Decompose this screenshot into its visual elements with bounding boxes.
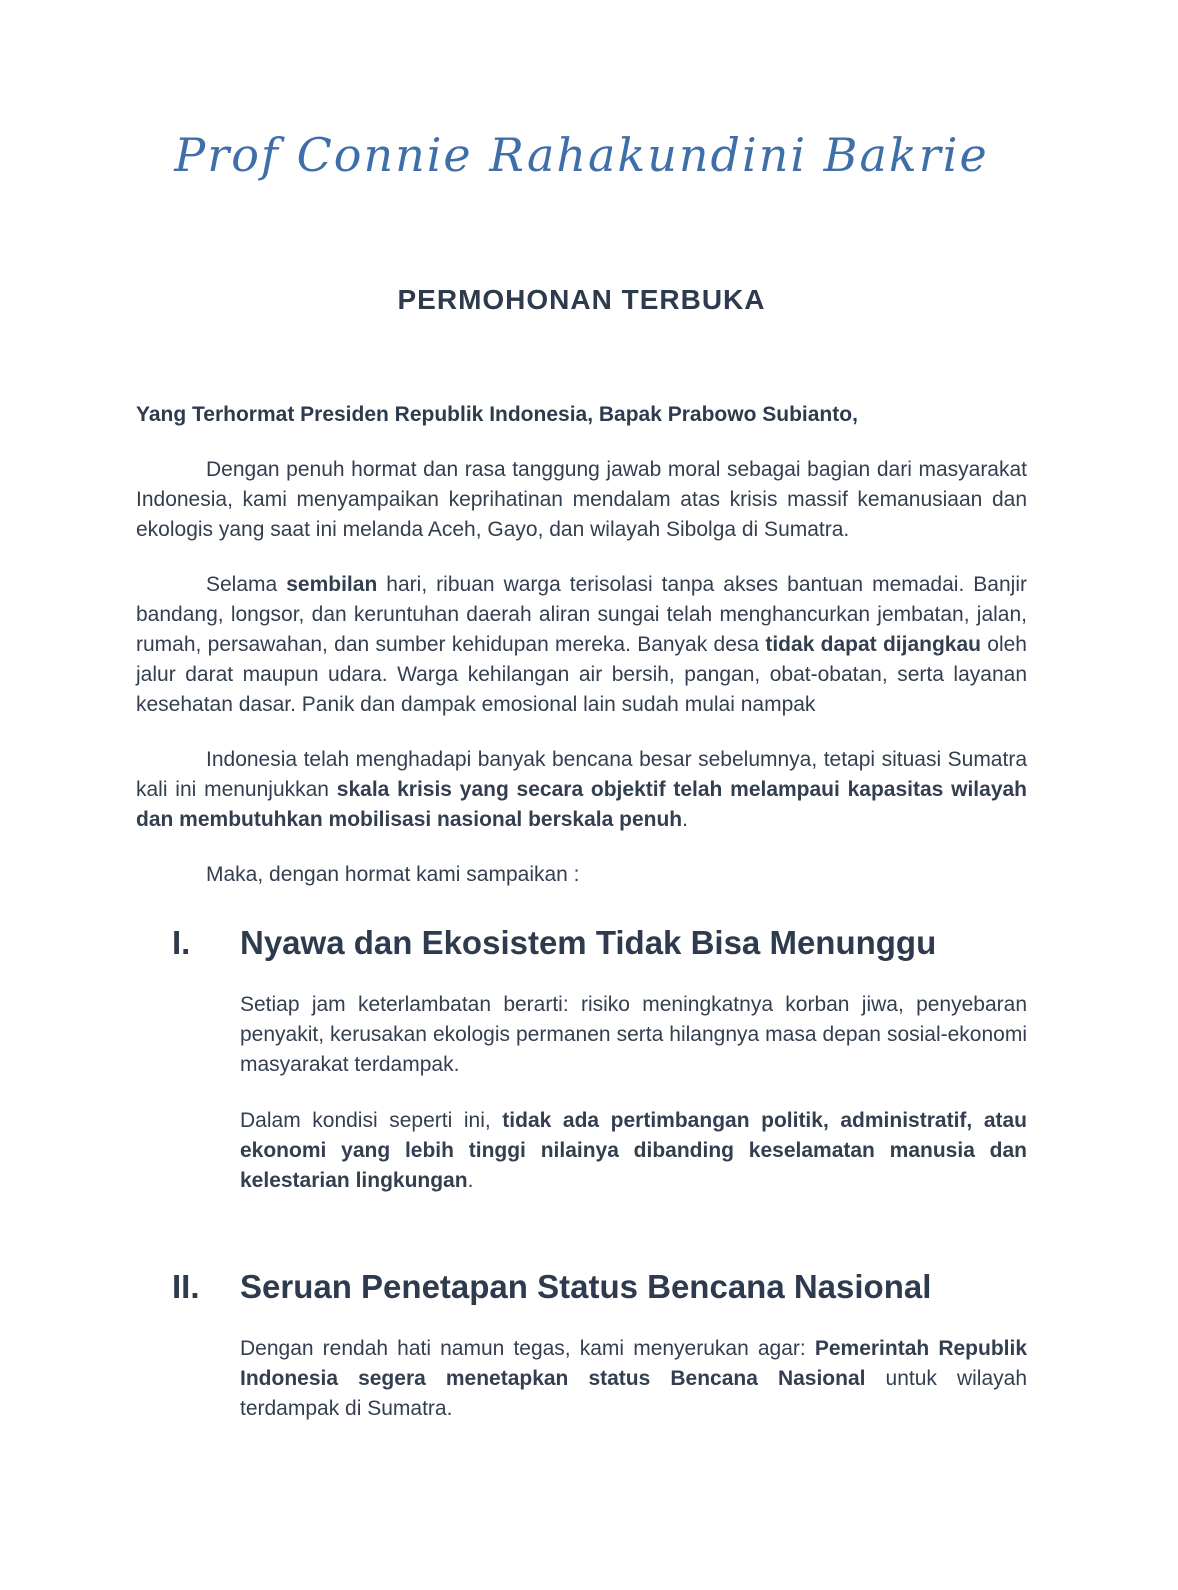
intro-paragraph-1 <box>136 455 1027 545</box>
text-run: sembilan <box>286 573 378 596</box>
section-2 <box>136 1266 1027 1424</box>
section-1-paragraph-1 <box>240 990 1027 1080</box>
section-1-numeral: I. <box>172 924 191 961</box>
text-run: Setiap jam keterlambatan berarti: risiko meningkatnya korban jiwa, penyebaran penyakit, kerusakan ekologis permanen serta hilangnya masa depan sosial-ekonomi masyarakat terdampak. <box>240 993 1027 1076</box>
section-2-numeral: II. <box>172 1268 200 1305</box>
section-1-heading <box>172 922 1027 964</box>
text-run: Dengan rendah hati namun tegas, kami menyerukan agar: <box>240 1337 815 1360</box>
intro-paragraph-2 <box>136 570 1027 720</box>
section-2-title: Seruan Penetapan Status Bencana Nasional <box>240 1268 932 1305</box>
text-run: untuk wilayah terdampak di Sumatra. <box>240 1367 1028 1420</box>
text-run: Dalam kondisi seperti ini, <box>240 1109 503 1132</box>
intro-paragraph-3 <box>136 745 1027 835</box>
text-run: Selama <box>206 573 287 596</box>
text-run: hari, ribuan warga terisolasi tanpa akses bantuan memadai. Banjir bandang, longsor, dan keruntuhan daerah aliran sungai telah menghancurkan jembatan, jalan, rumah, persawahan, dan sumber kehidupan mereka. Banyak desa <box>136 573 1027 656</box>
document-title: PERMOHONAN TERBUKA <box>397 284 766 315</box>
text-run: . <box>682 808 688 831</box>
letterhead-signature: Prof Connie Rahakundini Bakrie <box>174 128 989 182</box>
text-run: Indonesia telah menghadapi banyak bencana besar sebelumnya, tetapi situasi Sumatra kali ini menunjukkan <box>136 748 1027 801</box>
text-run: skala krisis yang secara objektif telah melampaui kapasitas wilayah dan membutuhkan mobilisasi nasional berskala penuh <box>136 778 1028 831</box>
section-2-paragraph-1 <box>240 1334 1027 1424</box>
section-1-title: Nyawa dan Ekosistem Tidak Bisa Menunggu <box>240 924 937 961</box>
text-run: Dengan penuh hormat dan rasa tanggung jawab moral sebagai bagian dari masyarakat Indonesia, kami menyampaikan keprihatinan mendalam atas krisis massif kemanusiaan dan ekologis yang saat ini melanda Aceh, Gayo, dan wilayah Sibolga di Sumatra. <box>136 458 1027 541</box>
section-2-heading <box>172 1266 1027 1308</box>
closing-line: Maka, dengan hormat kami sampaikan : <box>206 863 580 886</box>
text-run: Pemerintah Republik Indonesia segera menetapkan status Bencana Nasional <box>240 1337 1027 1390</box>
salutation-line: Yang Terhormat Presiden Republik Indonesia, Bapak Prabowo Subianto, <box>136 403 858 426</box>
text-run: oleh jalur darat maupun udara. Warga kehilangan air bersih, pangan, obat-obatan, serta layanan kesehatan dasar. Panik dan dampak emosional lain sudah mulai nampak <box>136 633 1027 716</box>
text-run: . <box>467 1169 474 1192</box>
section-1-paragraph-2 <box>240 1106 1027 1196</box>
text-run: tidak dapat dijangkau <box>765 633 981 656</box>
text-run: tidak ada pertimbangan politik, administratif, atau ekonomi yang lebih tinggi nilainya dibanding keselamatan manusia dan kelestarian lingkungan <box>240 1109 1028 1192</box>
section-1 <box>136 922 1027 1196</box>
